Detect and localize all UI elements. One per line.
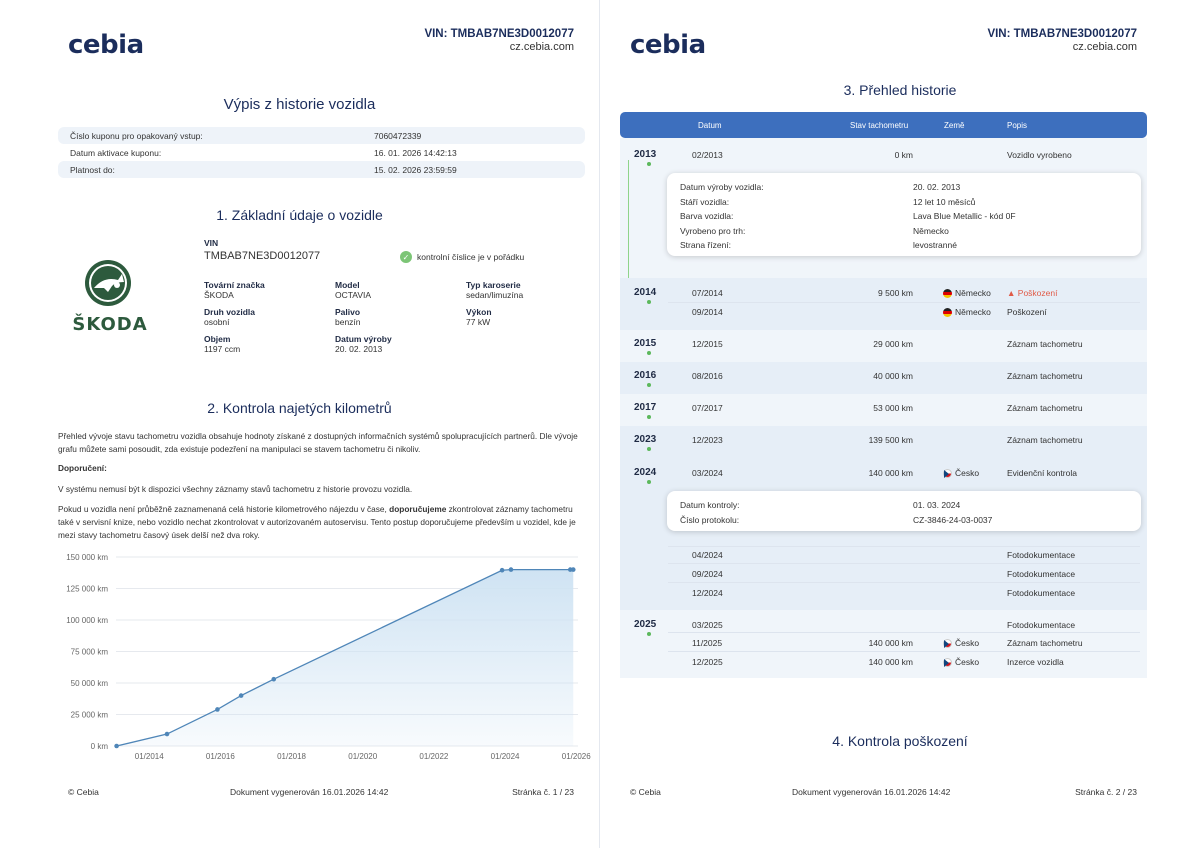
- field-value: ŠKODA: [204, 290, 234, 300]
- field-value: osobní: [204, 317, 230, 327]
- history-year: 2013: [634, 149, 657, 160]
- history-country: [943, 638, 979, 648]
- detail-value: 20. 02. 2013: [913, 182, 961, 192]
- row-separator: [668, 302, 1140, 303]
- detail-value: levostranné: [913, 240, 957, 250]
- timeline-dot: [647, 162, 651, 166]
- timeline-dot: [647, 632, 651, 636]
- skoda-logo-text: ŠKODA: [72, 314, 148, 335]
- chart-point: [500, 568, 505, 573]
- footer-page-number: Stránka č. 1 / 23: [512, 787, 574, 797]
- coupon-table: [58, 127, 585, 178]
- history-description: Inzerce vozidla: [1007, 657, 1064, 667]
- history-date: 03/2025: [692, 620, 723, 630]
- history-country: [943, 307, 991, 317]
- history-km: 140 000 km: [868, 657, 913, 667]
- history-description: Evidenční kontrola: [1007, 468, 1077, 478]
- chart-point: [114, 744, 119, 749]
- history-km: 140 000 km: [868, 638, 913, 648]
- detail-value: CZ-3846-24-03-0037: [913, 514, 993, 525]
- timeline-dot: [647, 480, 651, 484]
- history-country: [943, 657, 979, 667]
- history-country-name: Německo: [955, 307, 991, 317]
- header-vin: VIN: TMBAB7NE3D0012077: [987, 28, 1137, 40]
- history-year: 2014: [634, 287, 657, 298]
- x-tick-label: 01/2018: [277, 752, 307, 761]
- detail-card: [667, 491, 1141, 531]
- detail-value: Německo: [913, 225, 949, 236]
- odometer-note: V systému nemusí být k dispozici všechny záznamy stavů tachometru z historie provozu vozidla.: [58, 484, 413, 494]
- page-title: Výpis z historie vozidla: [223, 96, 376, 113]
- warning-icon: ▲: [1007, 288, 1018, 298]
- history-country: [943, 468, 979, 478]
- recommend-label: Doporučení:: [58, 463, 107, 473]
- col-desc: Popis: [1007, 121, 1028, 130]
- chart-point: [165, 732, 170, 737]
- detail-label: Stáří vozidla:: [680, 196, 730, 207]
- coupon-row: [58, 127, 585, 144]
- coupon-value: 16. 01. 2026 14:42:13: [374, 147, 457, 158]
- y-tick-label: 75 000 km: [70, 647, 108, 657]
- field-model: [335, 280, 371, 300]
- history-year: 2016: [634, 370, 657, 381]
- coupon-row: [58, 144, 585, 161]
- history-km: 53 000 km: [873, 403, 913, 413]
- coupon-value: 15. 02. 2026 23:59:59: [374, 164, 457, 175]
- detail-value: 01. 03. 2024: [913, 500, 961, 510]
- history-year: 2015: [634, 338, 657, 349]
- footer-generated: Dokument vygenerován 16.01.2026 14:42: [792, 787, 951, 797]
- history-date: 07/2017: [692, 403, 723, 413]
- field-value: 20. 02. 2013: [335, 344, 383, 354]
- field-label: Typ karoserie: [466, 280, 521, 290]
- history-km: 9 500 km: [878, 288, 913, 298]
- history-description-text: Poškození: [1017, 288, 1058, 298]
- header-url[interactable]: cz.cebia.com: [509, 41, 574, 53]
- check-text: kontrolní číslice je v pořádku: [417, 252, 525, 262]
- col-date: Datum: [698, 121, 722, 130]
- germany-flag-icon: [943, 308, 952, 317]
- history-description: Záznam tachometru: [1007, 339, 1083, 349]
- field-made: [335, 334, 392, 354]
- history-km: 40 000 km: [873, 371, 913, 381]
- rec-text-c: zkontrolovat záznamy tachometru také v servisní knize, nebo vozidlo nechat zkontrolovat v autorizovaném autoservisu. Tento postup doporučujeme především u vozidel, kde je mezi stavy tachometru časový úsek delší než dva roky.: [58, 504, 576, 540]
- field-value: 77 kW: [466, 317, 491, 327]
- footer-copyright: © Cebia: [68, 787, 99, 797]
- chart-point: [571, 567, 576, 572]
- history-description: Záznam tachometru: [1007, 638, 1083, 648]
- x-tick-label: 01/2022: [419, 752, 449, 761]
- history-country-name: Česko: [955, 657, 980, 667]
- field-value: benzín: [335, 317, 361, 327]
- skoda-brand-logo: [56, 258, 166, 343]
- history-country-name: Německo: [955, 288, 991, 298]
- footer-generated: Dokument vygenerován 16.01.2026 14:42: [230, 787, 389, 797]
- history-year: 2024: [634, 467, 657, 478]
- chart-point: [215, 707, 220, 712]
- history-year-band: [620, 278, 1147, 330]
- chart-point: [271, 677, 276, 682]
- detail-label: Číslo protokolu:: [680, 514, 740, 525]
- germany-flag-icon: [943, 289, 952, 298]
- cebia-logo: cebia: [68, 30, 144, 60]
- check-icon: ✓: [400, 251, 412, 263]
- detail-value: 12 let 10 měsíců: [913, 196, 976, 207]
- history-description: Záznam tachometru: [1007, 371, 1083, 381]
- col-km: Stav tachometru: [850, 121, 909, 130]
- history-description: Záznam tachometru: [1007, 435, 1083, 445]
- field-fuel: [335, 307, 361, 327]
- row-separator: [668, 546, 1140, 547]
- detail-label: Datum výroby vozidla:: [680, 182, 764, 192]
- history-description: Záznam tachometru: [1007, 403, 1083, 413]
- col-country: Země: [944, 121, 965, 130]
- field-value: sedan/limuzína: [466, 290, 524, 300]
- section2-title: 2. Kontrola najetých kilometrů: [207, 400, 392, 416]
- history-description: Fotodokumentace: [1007, 588, 1076, 598]
- coupon-label: Platnost do:: [70, 164, 115, 175]
- footer-copyright: © Cebia: [630, 787, 661, 797]
- history-date: 04/2024: [692, 550, 723, 560]
- chart-point: [509, 567, 514, 572]
- history-date: 11/2025: [692, 638, 723, 648]
- field-label: Tovární značka: [204, 280, 265, 290]
- header-vin-block: [987, 28, 1137, 53]
- cebia-logo: cebia: [630, 30, 706, 60]
- field-label: Datum výroby: [335, 334, 392, 344]
- history-date: 03/2024: [692, 468, 723, 478]
- y-tick-label: 125 000 km: [66, 584, 108, 594]
- header-vin-block: [424, 28, 574, 53]
- vin-check: [400, 251, 524, 263]
- coupon-value: 7060472339: [374, 130, 422, 141]
- odometer-recommendation: [58, 503, 586, 542]
- field-brand: [204, 280, 265, 300]
- history-km: 0 km: [894, 150, 913, 160]
- history-description: [1007, 288, 1057, 298]
- history-description: Fotodokumentace: [1007, 569, 1076, 579]
- history-date: 12/2015: [692, 339, 723, 349]
- row-separator: [668, 582, 1140, 583]
- field-power: [466, 307, 492, 327]
- coupon-label: Datum aktivace kuponu:: [70, 147, 162, 158]
- field-label: Palivo: [335, 307, 361, 317]
- history-date: 02/2013: [692, 150, 723, 160]
- history-description: Fotodokumentace: [1007, 620, 1076, 630]
- history-country-name: Česko: [955, 638, 980, 648]
- field-label: Objem: [204, 334, 231, 344]
- czech-flag-icon: [943, 639, 952, 648]
- history-km: 140 000 km: [868, 468, 913, 478]
- history-table-header: [620, 112, 1147, 138]
- timeline-dot: [647, 300, 651, 304]
- chart-point: [239, 693, 244, 698]
- history-date: 07/2014: [692, 288, 723, 298]
- history-country-name: Česko: [955, 468, 980, 478]
- history-date: 12/2023: [692, 435, 723, 445]
- field-body: [466, 280, 523, 300]
- czech-flag-icon: [943, 658, 952, 667]
- y-tick-label: 50 000 km: [70, 679, 108, 688]
- history-date: 12/2025: [692, 657, 723, 667]
- section1-title: 1. Základní údaje o vozidle: [216, 207, 383, 223]
- field-label: Výkon: [466, 307, 492, 317]
- history-country: [943, 288, 991, 298]
- history-year: 2025: [634, 619, 657, 630]
- timeline-dot: [647, 447, 651, 451]
- history-year: 2017: [634, 402, 657, 413]
- header-vin: VIN: TMBAB7NE3D0012077: [424, 28, 574, 40]
- odometer-chart: [58, 548, 591, 766]
- history-date: 09/2024: [692, 569, 723, 579]
- y-tick-label: 150 000 km: [66, 553, 108, 562]
- history-km: 139 500 km: [868, 435, 913, 445]
- vin-value: TMBAB7NE3D0012077: [204, 250, 321, 262]
- x-tick-label: 01/2014: [134, 752, 164, 761]
- history-year: 2023: [634, 434, 657, 445]
- czech-flag-icon: [943, 469, 952, 478]
- timeline-dot: [647, 415, 651, 419]
- coupon-label: Číslo kuponu pro opakovaný vstup:: [70, 130, 203, 141]
- detail-label: Strana řízení:: [680, 240, 732, 250]
- chart-area: [117, 570, 574, 746]
- detail-label: Vyrobeno pro trh:: [680, 225, 746, 236]
- detail-label: Barva vozidla:: [680, 211, 734, 221]
- field-value: OCTAVIA: [335, 290, 372, 300]
- rec-text-a: Pokud u vozidla není průběžně zaznamenaná celá historie kilometrového nájezdu v čase,: [58, 504, 390, 514]
- timeline-dot: [647, 383, 651, 387]
- history-date: 09/2014: [692, 307, 723, 317]
- field-value: 1197 ccm: [204, 344, 241, 354]
- row-separator: [668, 632, 1140, 633]
- skoda-emblem-icon: [56, 258, 166, 338]
- timeline-dot: [647, 351, 651, 355]
- history-description: Fotodokumentace: [1007, 550, 1076, 560]
- header-url[interactable]: cz.cebia.com: [1072, 41, 1137, 53]
- row-separator: [668, 651, 1140, 652]
- row-separator: [668, 563, 1140, 564]
- field-label: Model: [335, 280, 360, 290]
- footer-page-number: Stránka č. 2 / 23: [1075, 787, 1137, 797]
- detail-label: Datum kontroly:: [680, 500, 740, 510]
- field-volume: [204, 334, 240, 354]
- x-tick-label: 01/2020: [348, 752, 378, 761]
- history-description: Poškození: [1007, 307, 1047, 317]
- y-tick-label: 0 km: [90, 742, 108, 751]
- field-label: Druh vozidla: [204, 307, 256, 317]
- detail-card: [667, 173, 1141, 256]
- history-date: 08/2016: [692, 371, 723, 381]
- history-km: 29 000 km: [873, 339, 913, 349]
- rec-text-bold: doporučujeme: [389, 504, 447, 514]
- field-kind: [204, 307, 255, 327]
- section3-title: 3. Přehled historie: [843, 82, 957, 98]
- y-tick-label: 25 000 km: [70, 710, 108, 720]
- x-tick-label: 01/2024: [490, 752, 520, 761]
- history-description: Vozidlo vyrobeno: [1007, 150, 1072, 160]
- odometer-intro: Přehled vývoje stavu tachometru vozidla obsahuje hodnoty získané z dostupných informačních systémů spolupracujících partnerů. Dle vývoje grafu můžete sami posoudit, zda existuje podezření na manipulaci se stavem tachometru či nikoliv.: [58, 431, 578, 454]
- y-tick-label: 100 000 km: [66, 616, 108, 625]
- x-tick-label: 01/2026: [561, 752, 591, 761]
- vin-label: VIN: [204, 238, 219, 248]
- section4-title: 4. Kontrola poškození: [832, 733, 968, 749]
- history-date: 12/2024: [692, 588, 723, 598]
- detail-value: Lava Blue Metallic - kód 0F: [913, 211, 1016, 221]
- x-tick-label: 01/2016: [205, 752, 235, 761]
- coupon-row: [58, 161, 585, 178]
- report-page-2: [600, 0, 1200, 848]
